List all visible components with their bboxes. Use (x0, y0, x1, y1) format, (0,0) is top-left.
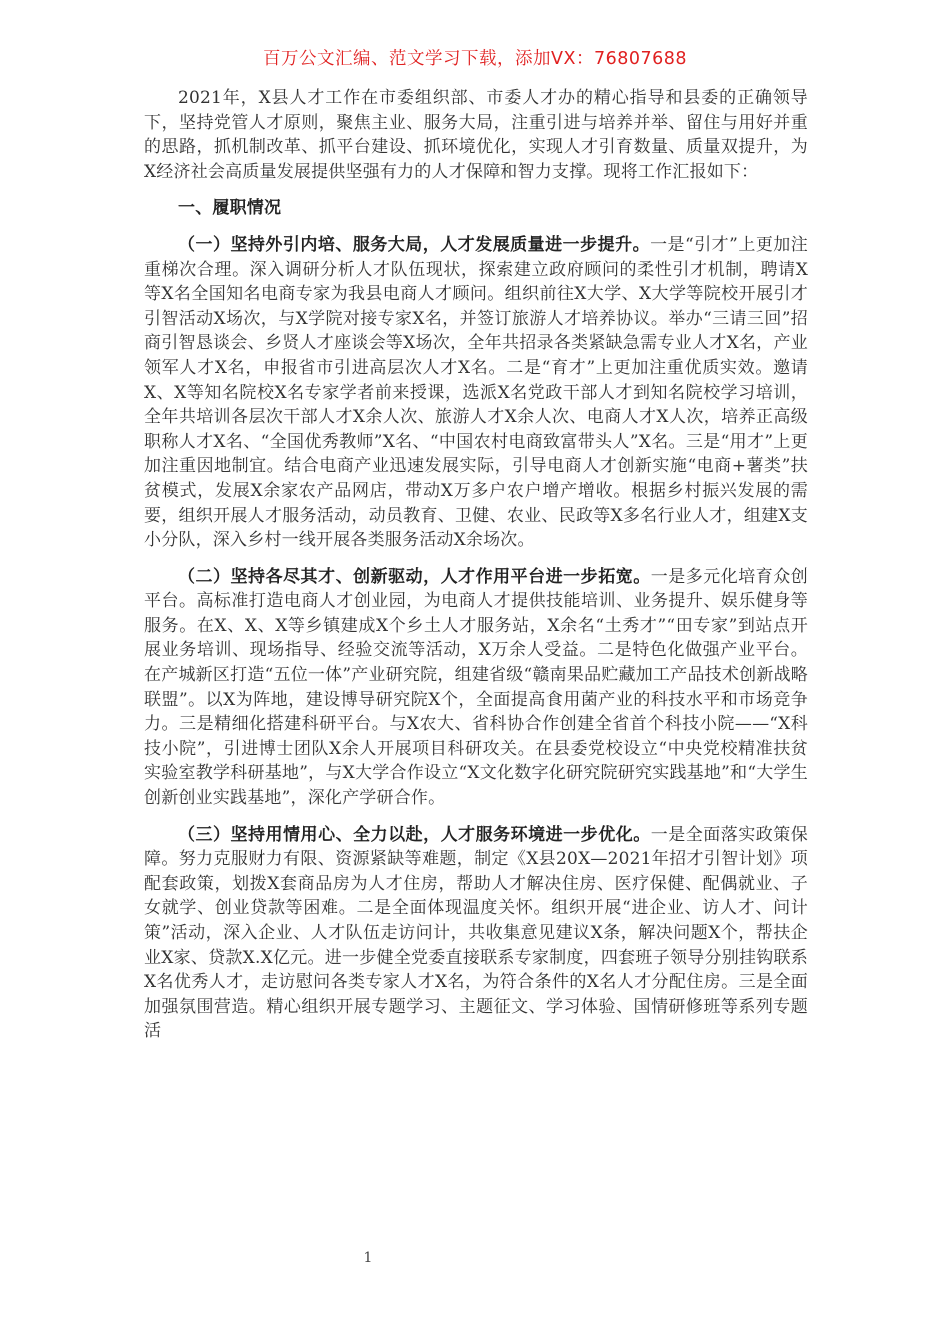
paragraph-2 (144, 565, 808, 811)
paragraph-lead: （一）坚持外引内培、服务大局，人才发展质量进一步提升。 (178, 234, 651, 255)
section-heading: 一、履职情况 (178, 198, 282, 219)
paragraph-text: 一是多元化培育众创平台。高标准打造电商人才创业园，为电商人才提供技能培训、业务提升、娱乐健身等服务。在X、X、X等乡镇建成X个乡土人才服务站，X余名“土秀才”“田专家”到站点开展业务培训、现场指导、经验交流等活动，X万余人受益。二是特色化做强产业平台。在产城新区打造“五位一体”产业研究院，组建省级“赣南果品贮藏加工产品技术创新战略联盟”。以X为阵地，建设博导研究院X个，全面提高食用菌产业的科技水平和市场竞争力。三是精细化搭建科研平台。与X农大、省科协合作创建全省首个科技小院——“X科技小院”，引进博士团队X余人开展项目科研攻关。在县委党校设立“中央党校精准扶贫实验室教学科研基地”，与X大学合作设立“X文化数字化研究院研究实践基地”和“大学生创新创业实践基地”，深化产学研合作。 (144, 566, 808, 809)
paragraph-text: 一是全面落实政策保障。努力克服财力有限、资源紧缺等难题，制定《X县20X—2021年招才引智计划》项配套政策，划拨X套商品房为人才住房，帮助人才解决住房、医疗保健、配偶就业、子女就学、创业贷款等困难。二是全面体现温度关怀。组织开展“进企业、访人才、问计策”活动，深入企业、人才队伍走访问计，共收集意见建议X条，解决问题X个，帮扶企业X家、贷款X.X亿元。进一步健全党委直接联系专家制度，四套班子领导分别挂钩联系X名优秀人才，走访慰问各类专家人才X名，为符合条件的X名人才分配住房。三是全面加强氛围营造。精心组织开展专题学习、主题征文、学习体验、国情研修班等系列专题活 (144, 824, 808, 1042)
paragraph-1 (144, 233, 808, 553)
document-body (144, 86, 808, 1044)
page-number: 1 (363, 1250, 373, 1266)
intro-paragraph: 2021年，X县人才工作在市委组织部、市委人才办的精心指导和县委的正确领导下，坚持党管人才原则，聚焦主业、服务大局，注重引进与培养并举、留住与用好并重的思路，抓机制改革、抓平台建设、抓环境优化，实现人才引育数量、质量双提升，为X经济社会高质量发展提供坚强有力的人才保障和智力支撑。现将工作汇报如下： (144, 88, 808, 182)
paragraph-lead: （二）坚持各尽其才、创新驱动，人才作用平台进一步拓宽。 (178, 566, 651, 587)
paragraph-lead: （三）坚持用情用心、全力以赴，人才服务环境进一步优化。 (178, 824, 651, 845)
paragraph-text: 一是“引才”上更加注重梯次合理。深入调研分析人才队伍现状，探索建立政府顾问的柔性引才机制，聘请X等X名全国知名电商专家为我县电商人才顾问。组织前往X大学、X大学等院校开展引才引智活动X场次，与X学院对接专家X名，并签订旅游人才培养协议。举办“三请三回”招商引智恳谈会、乡贤人才座谈会等X场次，全年共招录各类紧缺急需专业人才X名，产业领军人才X名，申报省市引进高层次人才X名。二是“育才”上更加注重优质实效。邀请X、X等知名院校X名专家学者前来授课，选派X名党政干部人才到知名院校学习培训，全年共培训各层次干部人才X余人次、旅游人才X余人次、电商人才X人次，培养正高级职称人才X名、“全国优秀教师”X名、“中国农村电商致富带头人”X名。三是“用才”上更加注重因地制宜。结合电商产业迅速发展实际，引导电商人才创新实施“电商+薯类”扶贫模式，发展X余家农产品网店，带动X万多户农户增产增收。根据乡村振兴发展的需要，组织开展人才服务活动，动员教育、卫健、农业、民政等X多名行业人才，组建X支小分队，深入乡村一线开展各类服务活动X余场次。 (144, 234, 808, 551)
watermark-banner: 百万公文汇编、范文学习下载，添加VX：76807688 (262, 49, 688, 69)
paragraph-3 (144, 823, 808, 1044)
